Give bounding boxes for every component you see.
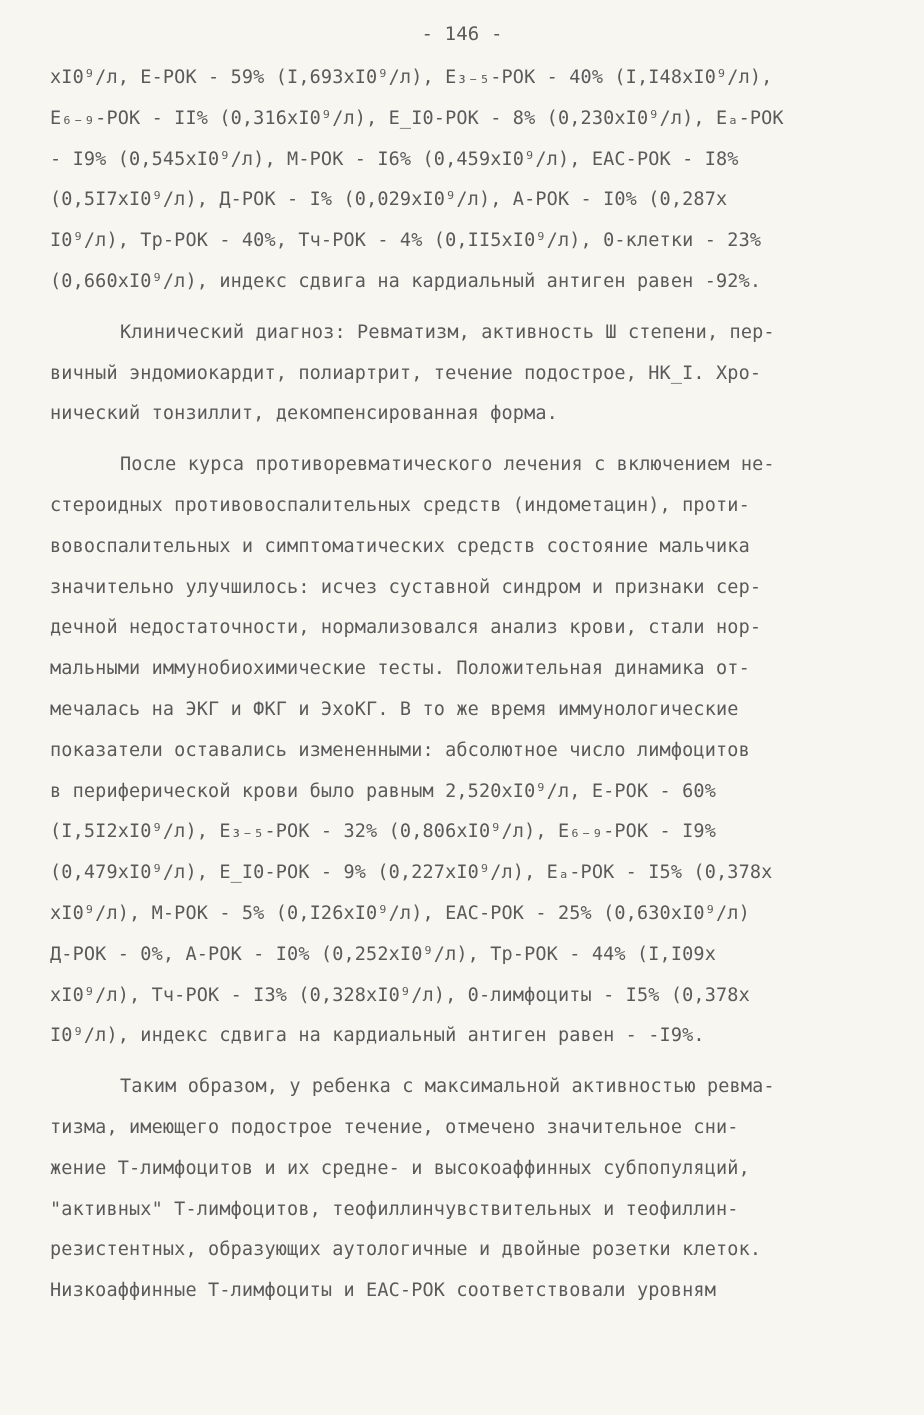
text-line: xI0⁹/л), Тч-РОК - I3% (0,328xI0⁹/л), 0-лимфоциты - I5% (0,378x (50, 984, 750, 1006)
page-number: - 146 - (421, 23, 503, 45)
text-line: I0⁹/л), Тр-РОК - 40%, Тч-РОК - 4% (0,II5xI0⁹/л), 0-клетки - 23% (50, 230, 762, 252)
text-line: "активных" Т-лимфоцитов, теофиллинчувствительных и теофиллин- (50, 1198, 739, 1220)
text-line: (0,5I7xI0⁹/л), Д-РОК - I% (0,029xI0⁹/л), А-РОК - I0% (0,287x (50, 189, 728, 211)
text-line: мальными иммунобиохимические тесты. Положительная динамика от- (50, 658, 750, 680)
paragraph-clinical-diagnosis (50, 313, 874, 435)
text-line: (0,660xI0⁹/л), индекс сдвига на кардиальный антиген равен -92%. (50, 270, 762, 292)
text-line: Низкоаффинные Т-лимфоциты и ЕАС-РОК соответствовали уровням (50, 1280, 716, 1302)
text-line: дечной недостаточности, нормализовался анализ крови, стали нор- (50, 617, 762, 639)
paragraph-lab-results-initial (50, 58, 874, 303)
text-line: показатели оставались измененными: абсолютное число лимфоцитов (50, 739, 750, 761)
text-line: вичный эндомиокардит, полиартрит, течение подострое, НК_I. Хро- (50, 362, 762, 384)
text-line: I0⁹/л), индекс сдвига на кардиальный антиген равен - -I9%. (50, 1025, 705, 1047)
text-line: в периферической крови было равным 2,520xI0⁹/л, Е-РОК - 60% (50, 780, 716, 802)
text-line: xI0⁹/л, Е-РОК - 59% (I,693xI0⁹/л), Е₃₋₅-РОК - 40% (I,I48xI0⁹/л), (50, 67, 773, 88)
text-line: значительно улучшилось: исчез суставной синдром и признаки сер- (50, 576, 762, 598)
text-line: жение Т-лимфоцитов и их средне- и высокоаффинных субпопуляций, (50, 1157, 750, 1179)
text-line: тизма, имеющего подострое течение, отмечено значительное сни- (50, 1116, 739, 1138)
text-line: После курса противоревматического лечения с включением не- (120, 454, 775, 476)
text-line: стероидных противовоспалительных средств (индометацин), проти- (50, 494, 750, 516)
text-line: Таким образом, у ребенка с максимальной активностью ревма- (120, 1076, 775, 1098)
text-line: Д-РОК - 0%, А-РОК - I0% (0,252xI0⁹/л), Тр-РОК - 44% (I,I09x (50, 943, 716, 965)
text-line: нический тонзиллит, декомпенсированная форма. (50, 403, 558, 425)
text-line: вовоспалительных и симптоматических средств состояние мальчика (50, 535, 750, 557)
paragraph-after-treatment (50, 445, 874, 1057)
paragraph-conclusion (50, 1067, 874, 1312)
text-line: Е₆₋₉-РОК - II% (0,316xI0⁹/л), Е_I0-РОК - 8% (0,230xI0⁹/л), Еₐ-РОК (50, 107, 784, 129)
text-line: Клинический диагноз: Ревматизм, активность Ш степени, пер- (120, 321, 775, 343)
text-line: (0,479xI0⁹/л), Е_I0-РОК - 9% (0,227xI0⁹/л), Еₐ-РОК - I5% (0,378x (50, 862, 773, 884)
text-line: - I9% (0,545xI0⁹/л), М-РОК - I6% (0,459xI0⁹/л), ЕАС-РОК - I8% (50, 148, 739, 170)
text-line: резистентных, образующих аутологичные и двойные розетки клеток. (50, 1239, 762, 1261)
text-line: (I,5I2xI0⁹/л), Е₃₋₅-РОК - 32% (0,806xI0⁹/л), Е₆₋₉-РОК - I9% (50, 821, 716, 843)
text-line: xI0⁹/л), М-РОК - 5% (0,I26xI0⁹/л), ЕАС-РОК - 25% (0,630xI0⁹/л) (50, 902, 750, 924)
text-line: мечалась на ЭКГ и ФКГ и ЭхоКГ. В то же время иммунологические (50, 698, 739, 720)
